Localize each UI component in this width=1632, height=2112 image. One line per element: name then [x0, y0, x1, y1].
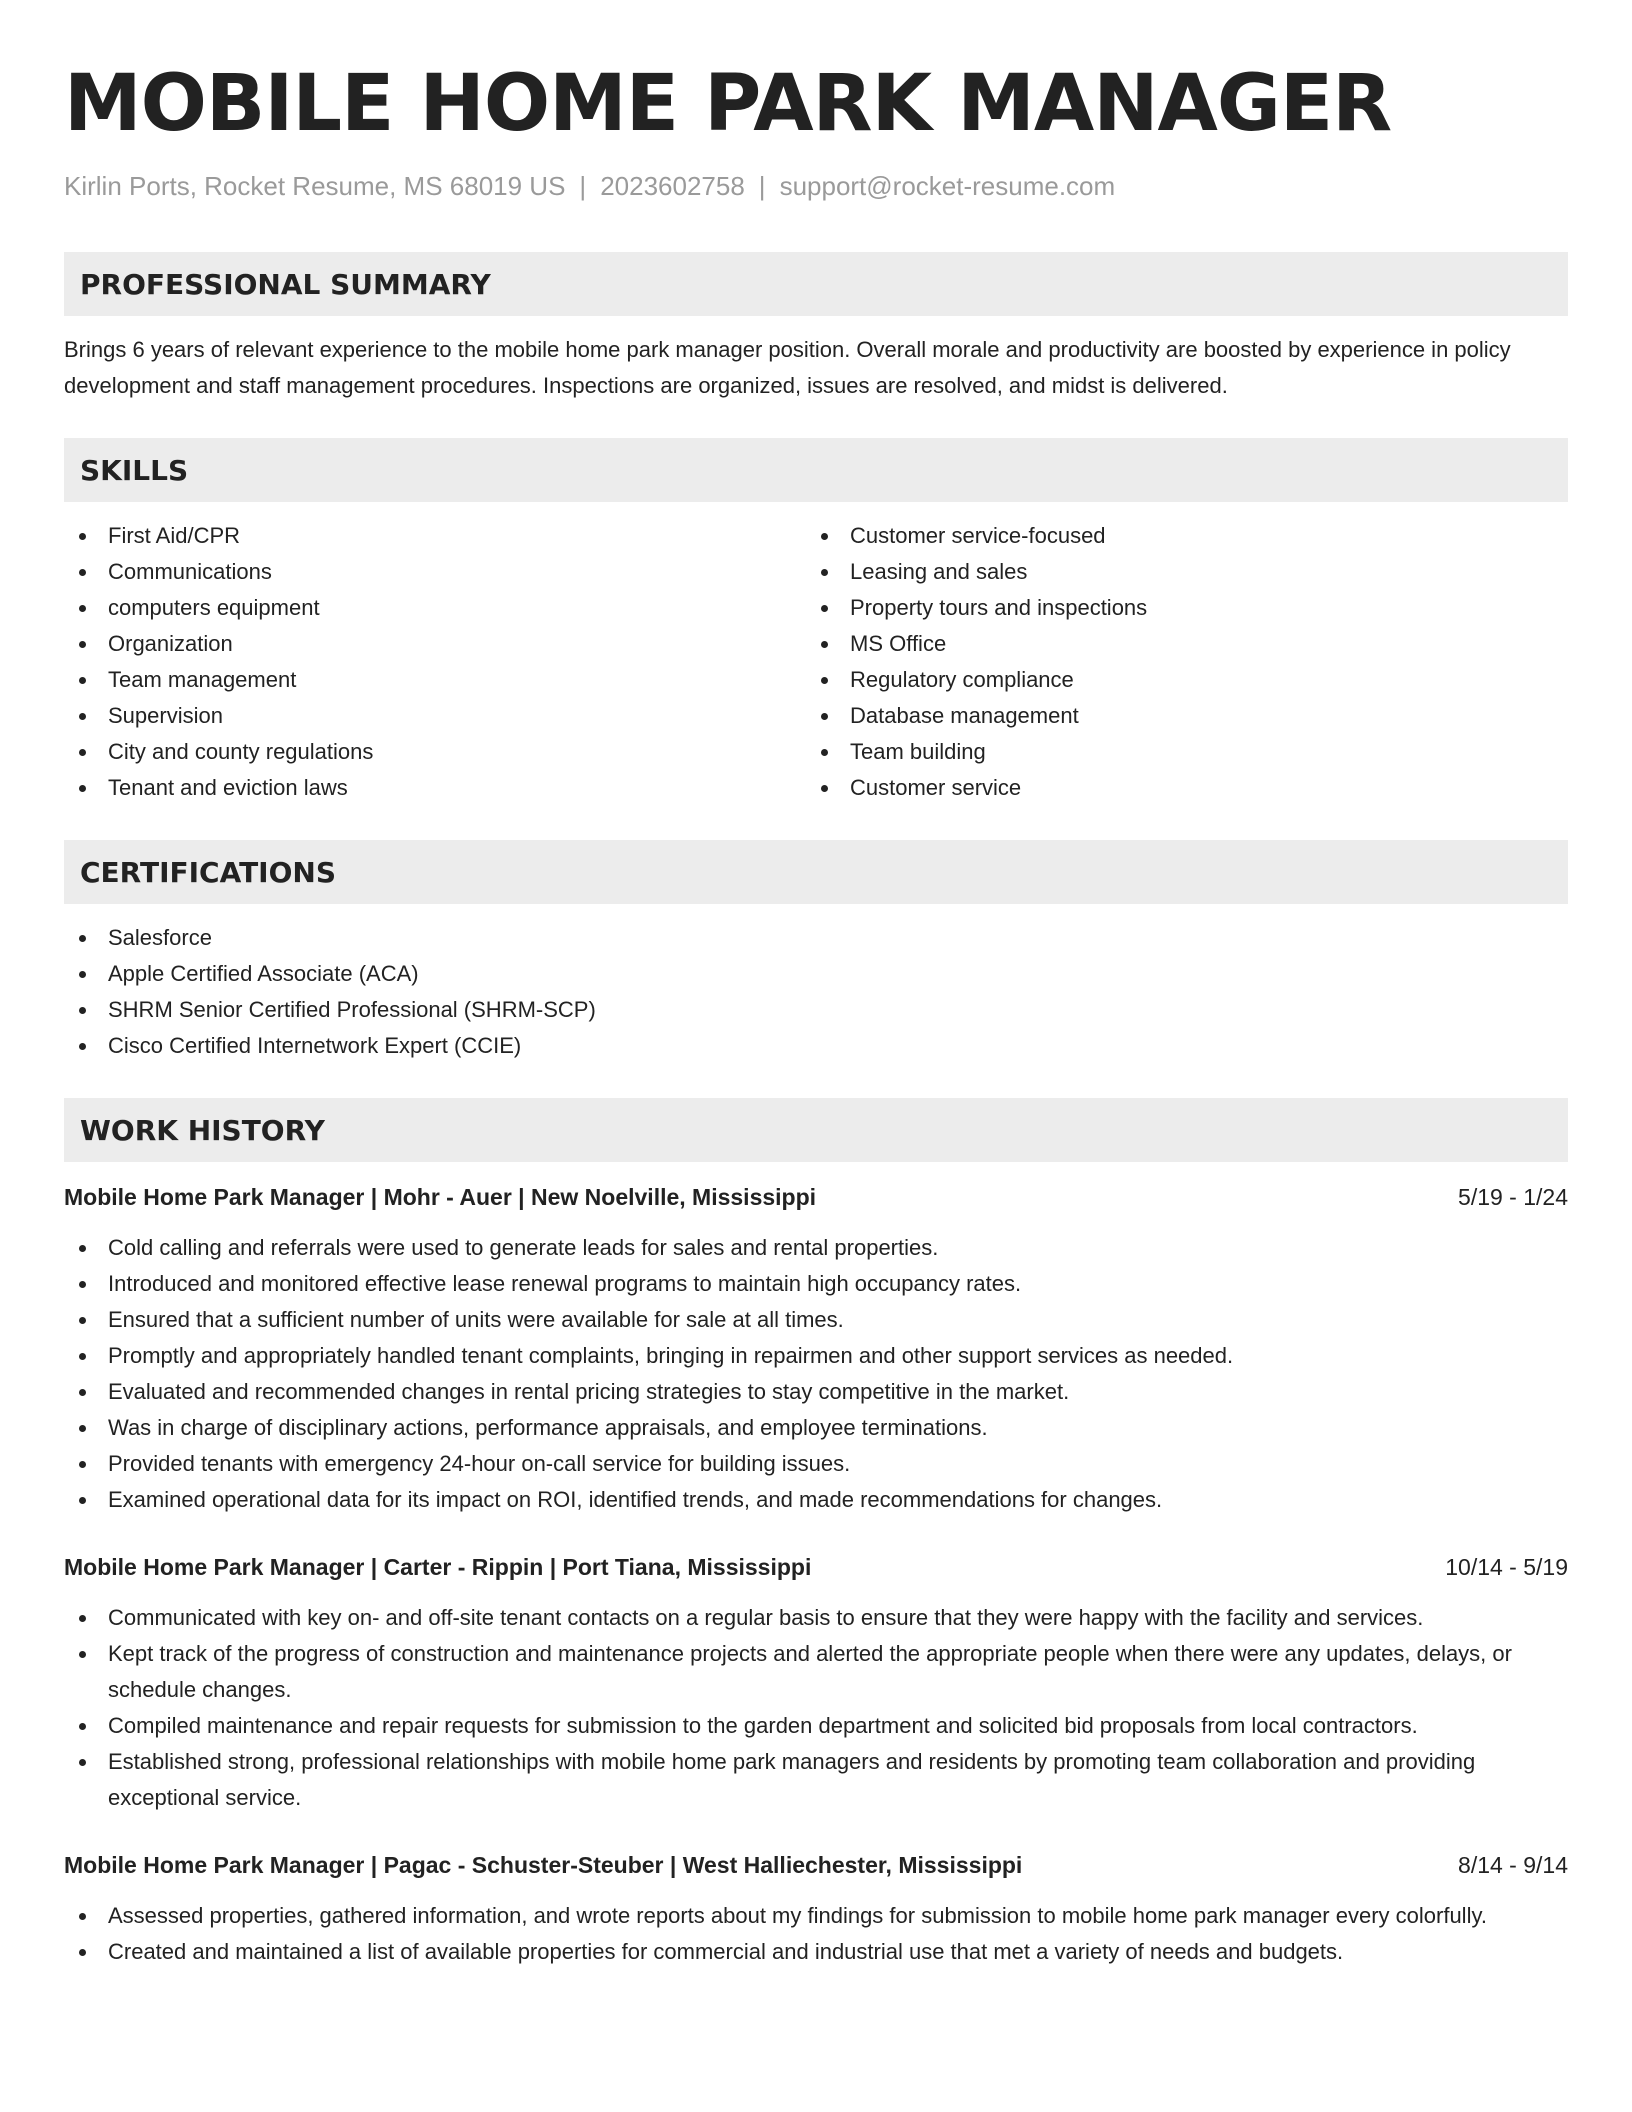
skill-item: Regulatory compliance: [806, 662, 1548, 698]
contact-separator: |: [758, 171, 766, 201]
work-history-section: [64, 1098, 1568, 1970]
job-header: [64, 1846, 1568, 1884]
job-dates: 10/14 - 5/19: [1445, 1553, 1568, 1580]
certification-item: SHRM Senior Certified Professional (SHRM-SCP): [64, 992, 1568, 1028]
job-bullet: Promptly and appropriately handled tenant complaints, bringing in repairmen and other support services as needed.: [64, 1338, 1568, 1374]
certification-item: Cisco Certified Internetwork Expert (CCIE): [64, 1028, 1568, 1064]
job-entry: [64, 1178, 1568, 1518]
skills-grid: [64, 518, 1568, 806]
summary-heading: PROFESSIONAL SUMMARY: [64, 252, 1568, 316]
job-bullet: Assessed properties, gathered information, and wrote reports about my findings for submission to mobile home park manager every colorfully.: [64, 1898, 1568, 1934]
candidate-name: MOBILE HOME PARK MANAGER: [64, 59, 1392, 149]
job-bullet: Was in charge of disciplinary actions, performance appraisals, and employee terminations.: [64, 1410, 1568, 1446]
job-bullet: Established strong, professional relationships with mobile home park managers and residents by promoting team collaboration and providing exceptional service.: [64, 1744, 1568, 1816]
skill-item: Customer service-focused: [806, 518, 1548, 554]
job-header: [64, 1548, 1568, 1586]
job-dates: 5/19 - 1/24: [1458, 1183, 1568, 1210]
job-bullet: Kept track of the progress of construction and maintenance projects and alerted the appropriate people when there were any updates, delays, or schedule changes.: [64, 1636, 1568, 1708]
certification-item: Apple Certified Associate (ACA): [64, 956, 1568, 992]
contact-line: [64, 170, 1568, 202]
job-title: Mobile Home Park Manager | Carter - Rippin | Port Tiana, Mississippi: [64, 1553, 812, 1580]
job-bullet: Introduced and monitored effective lease renewal programs to maintain high occupancy rates.: [64, 1266, 1568, 1302]
contact-separator: |: [579, 171, 587, 201]
skill-item: Tenant and eviction laws: [64, 770, 806, 806]
skill-item: MS Office: [806, 626, 1548, 662]
summary-section: [64, 252, 1568, 404]
contact-email: support@rocket-resume.com: [779, 171, 1116, 201]
skills-heading: SKILLS: [64, 438, 1568, 502]
job-bullet: Compiled maintenance and repair requests for submission to the garden department and solicited bid proposals from local contractors.: [64, 1708, 1568, 1744]
skill-item: Leasing and sales: [806, 554, 1548, 590]
job-bullet: Ensured that a sufficient number of units were available for sale at all times.: [64, 1302, 1568, 1338]
work-history-heading: WORK HISTORY: [64, 1098, 1568, 1162]
skill-item: Property tours and inspections: [806, 590, 1548, 626]
certification-item: Salesforce: [64, 920, 1568, 956]
job-bullet-list: [64, 1230, 1568, 1518]
job-entry: [64, 1846, 1568, 1970]
job-bullet: Cold calling and referrals were used to generate leads for sales and rental properties.: [64, 1230, 1568, 1266]
job-dates: 8/14 - 9/14: [1458, 1851, 1568, 1878]
contact-address: Kirlin Ports, Rocket Resume, MS 68019 US: [64, 171, 566, 201]
contact-phone: 2023602758: [600, 171, 745, 201]
skill-item: Communications: [64, 554, 806, 590]
certifications-list: [64, 920, 1568, 1064]
skill-item: Supervision: [64, 698, 806, 734]
job-bullet: Communicated with key on- and off-site tenant contacts on a regular basis to ensure that they were happy with the facility and services.: [64, 1600, 1568, 1636]
skills-list-right: [806, 518, 1548, 806]
job-bullet: Evaluated and recommended changes in rental pricing strategies to stay competitive in the market.: [64, 1374, 1568, 1410]
job-bullet-list: [64, 1898, 1568, 1970]
skill-item: Team management: [64, 662, 806, 698]
job-bullet-list: [64, 1600, 1568, 1816]
certifications-heading: CERTIFICATIONS: [64, 840, 1568, 904]
skill-item: City and county regulations: [64, 734, 806, 770]
skill-item: First Aid/CPR: [64, 518, 806, 554]
job-title: Mobile Home Park Manager | Pagac - Schuster-Steuber | West Halliechester, Mississippi: [64, 1851, 1023, 1878]
job-entry: [64, 1548, 1568, 1816]
job-header: [64, 1178, 1568, 1216]
skill-item: Team building: [806, 734, 1548, 770]
skill-item: computers equipment: [64, 590, 806, 626]
job-bullet: Created and maintained a list of available properties for commercial and industrial use that met a variety of needs and budgets.: [64, 1934, 1568, 1970]
job-bullet: Examined operational data for its impact on ROI, identified trends, and made recommendations for changes.: [64, 1482, 1568, 1518]
skill-item: Database management: [806, 698, 1548, 734]
skill-item: Organization: [64, 626, 806, 662]
certifications-section: [64, 840, 1568, 1064]
skill-item: Customer service: [806, 770, 1548, 806]
job-bullet: Provided tenants with emergency 24-hour on-call service for building issues.: [64, 1446, 1568, 1482]
skills-section: [64, 438, 1568, 806]
job-title: Mobile Home Park Manager | Mohr - Auer | New Noelville, Mississippi: [64, 1183, 817, 1210]
skills-list-left: [64, 518, 806, 806]
summary-text: Brings 6 years of relevant experience to the mobile home park manager position. Overall morale and productivity are boosted by experience in policy development and staff management procedures. Inspections are organized, issues are resolved, and midst is delivered.: [64, 337, 1511, 398]
